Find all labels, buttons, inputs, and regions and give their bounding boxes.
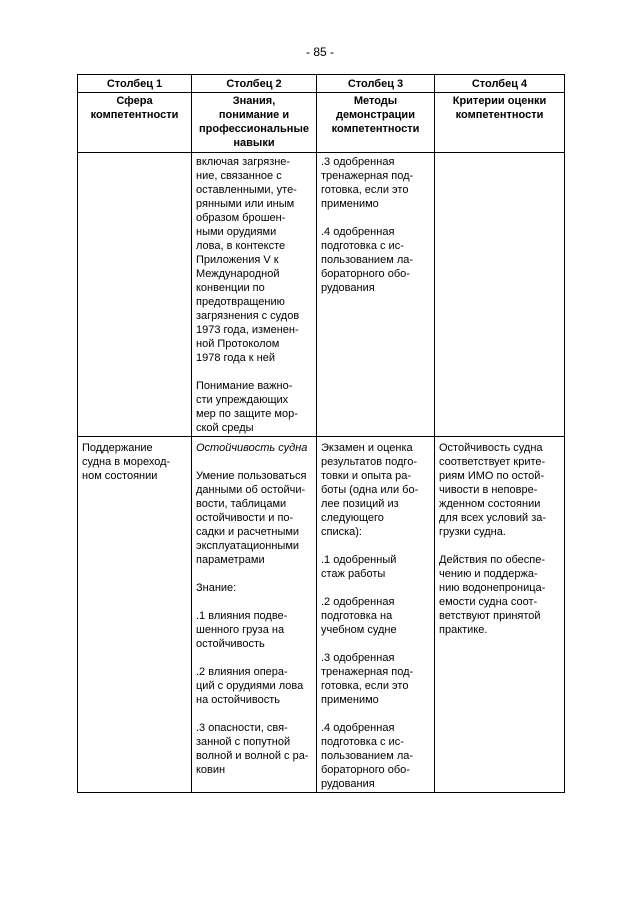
cell-text-line: конвенции по	[196, 282, 265, 294]
cell-text-line: вости, таблицами	[196, 498, 287, 510]
cell-text-line: готовка, если это	[321, 184, 409, 196]
cell-text-line: тренажерная под-	[321, 666, 414, 678]
cell-text-line: ными орудиями	[196, 226, 277, 238]
cell-text-line: Остойчивость судна	[439, 442, 543, 454]
cell-text-line: лова, в контексте	[196, 240, 286, 252]
cell-text-line: эксплуатационными	[196, 540, 300, 552]
cell-text-line: предотвращению	[196, 296, 285, 308]
header-line: Знания,	[232, 95, 276, 107]
cell-text-line: применимо	[321, 694, 379, 706]
cell-text-line: .1 одобренный	[321, 554, 397, 566]
row1-knowledge-cell	[192, 153, 317, 437]
cell-text-line: Умение пользоваться	[196, 470, 307, 482]
cell-text-line: ветствуют принятой	[439, 610, 541, 622]
cell-text-line: .3 опасности, свя-	[196, 722, 288, 734]
competence-table	[77, 74, 565, 793]
cell-text-line: ной Протоколом	[196, 338, 280, 350]
cell-text-line: оставленными, уте-	[196, 184, 297, 196]
row1-competence-cell	[78, 153, 192, 437]
cell-text-line: стаж работы	[321, 568, 386, 580]
cell-text-line: ций с орудиями лова	[196, 680, 304, 692]
cell-text-line: Экзамен и оценка	[321, 442, 413, 454]
cell-text-line: подготовка с ис-	[321, 736, 404, 748]
cell-text-line: применимо	[321, 198, 379, 210]
cell-text-line: шенного груза на	[196, 624, 285, 636]
cell-text-line: остойчивости и по-	[196, 512, 294, 524]
column-4-label: Столбец 4	[435, 75, 565, 93]
cell-text-line: загрязнения с судов	[196, 310, 300, 322]
cell-text-line: данными об остойчи-	[196, 484, 306, 496]
row2-knowledge-body	[196, 469, 312, 777]
cell-text-line: .4 одобренная	[321, 226, 395, 238]
cell-text-line: бораторного обо-	[321, 764, 410, 776]
header-line: Критерии оценки	[452, 95, 547, 107]
header-line: понимание и	[218, 109, 290, 121]
cell-text-line: следующего	[321, 512, 384, 524]
cell-text-line: боты (одна или бо-	[321, 484, 419, 496]
cell-text-line: волной и волной с ра-	[196, 750, 309, 762]
column-2-label: Столбец 2	[192, 75, 317, 93]
cell-text-line: тренажерная под-	[321, 170, 414, 182]
cell-text-line: остойчивость	[196, 638, 265, 650]
cell-text-line: Международной	[196, 268, 280, 280]
cell-text-line: подготовка с ис-	[321, 240, 404, 252]
cell-text-line: ном состоянии	[82, 470, 158, 482]
header-line: профессиональные	[199, 123, 309, 135]
cell-text-line: занной с попутной	[196, 736, 291, 748]
cell-text-line: для всех условий за-	[439, 512, 547, 524]
row2-methods-cell	[317, 437, 435, 793]
cell-text-line: лее позиций из	[321, 498, 399, 510]
cell-text-line: товки и опыта ра-	[321, 470, 412, 482]
cell-text-line: списка):	[321, 526, 362, 538]
column-3-label: Столбец 3	[317, 75, 435, 93]
row2-knowledge-cell	[192, 437, 317, 793]
header-line: Методы	[353, 95, 398, 107]
cell-text-line: 1978 года к ней	[196, 352, 275, 364]
row2-criteria-cell	[435, 437, 565, 793]
cell-text-line: ковин	[196, 764, 226, 776]
cell-text-line: .1 влияния подве-	[196, 610, 288, 622]
cell-text-line: чению и поддержа-	[439, 568, 538, 580]
column-number-row	[78, 75, 565, 93]
cell-text-line: готовка, если это	[321, 680, 409, 692]
page-number: - 85 -	[305, 45, 334, 59]
cell-text-line: .3 одобренная	[321, 156, 395, 168]
cell-text-line: .2 влияния опера-	[196, 666, 288, 678]
cell-text-line: Действия по обеспе-	[439, 554, 546, 566]
header-line: Сфера	[116, 95, 153, 107]
header-competence	[78, 93, 192, 153]
row1-methods-cell	[317, 153, 435, 437]
header-line: навыки	[233, 137, 275, 149]
cell-text-line: рянными или иным	[196, 198, 295, 210]
cell-text-line: практике.	[439, 624, 488, 636]
cell-text-line: рудования	[321, 778, 375, 790]
cell-text-line: сти упреждающих	[196, 394, 289, 406]
cell-text-line: ние, связанное с	[196, 170, 282, 182]
cell-text-line: Поддержание	[82, 442, 153, 454]
row2-competence-cell	[78, 437, 192, 793]
cell-text-line: бораторного обо-	[321, 268, 410, 280]
header-line: демонстрации	[336, 109, 415, 121]
cell-text-line: судна в мореход-	[82, 456, 171, 468]
cell-text-line: мер по защите мор-	[196, 408, 298, 420]
cell-text-line: подготовка на	[321, 610, 393, 622]
cell-text-line: .4 одобренная	[321, 722, 395, 734]
cell-text-line: ской среды	[196, 422, 254, 434]
cell-text-line: рудования	[321, 282, 375, 294]
cell-text-line: Знание:	[196, 582, 237, 594]
cell-text-line: учебном судне	[321, 624, 397, 636]
cell-text-line: 1973 года, изменен-	[196, 324, 299, 336]
cell-text-line: .3 одобренная	[321, 652, 395, 664]
table-row	[78, 437, 565, 793]
cell-text-line: результатов подго-	[321, 456, 417, 468]
cell-text-line: образом брошен-	[196, 212, 286, 224]
cell-text-line: .2 одобренная	[321, 596, 395, 608]
row1-criteria-cell	[435, 153, 565, 437]
table-row	[78, 153, 565, 437]
cell-text-line: риям ИМО по остой-	[439, 470, 545, 482]
column-header-row	[78, 93, 565, 153]
cell-text-line: грузки судна.	[439, 526, 506, 538]
cell-text-line: пользованием ла-	[321, 750, 414, 762]
cell-text-line: емости судна соот-	[439, 596, 538, 608]
header-knowledge	[192, 93, 317, 153]
header-line: компетентности	[455, 109, 544, 121]
cell-text-line: Понимание важно-	[196, 380, 293, 392]
cell-text-line: жденном состоянии	[439, 498, 541, 510]
cell-text-line: нию водонепроница-	[439, 582, 546, 594]
cell-text-line: чивости в неповре-	[439, 484, 538, 496]
cell-text-line: на остойчивость	[196, 694, 281, 706]
header-methods	[317, 93, 435, 153]
header-line: компетентности	[90, 109, 179, 121]
column-1-label: Столбец 1	[78, 75, 192, 93]
cell-text-line: садки и расчетными	[196, 526, 300, 538]
cell-text-line: параметрами	[196, 554, 265, 566]
cell-text-line: включая загрязне-	[196, 156, 291, 168]
cell-text-line: соответствует крите-	[439, 456, 546, 468]
cell-text-line: Приложения V к	[196, 254, 279, 266]
header-criteria	[435, 93, 565, 153]
stability-title: Остойчивость судна	[196, 442, 308, 454]
cell-text-line: пользованием ла-	[321, 254, 414, 266]
header-line: компетентности	[331, 123, 420, 135]
